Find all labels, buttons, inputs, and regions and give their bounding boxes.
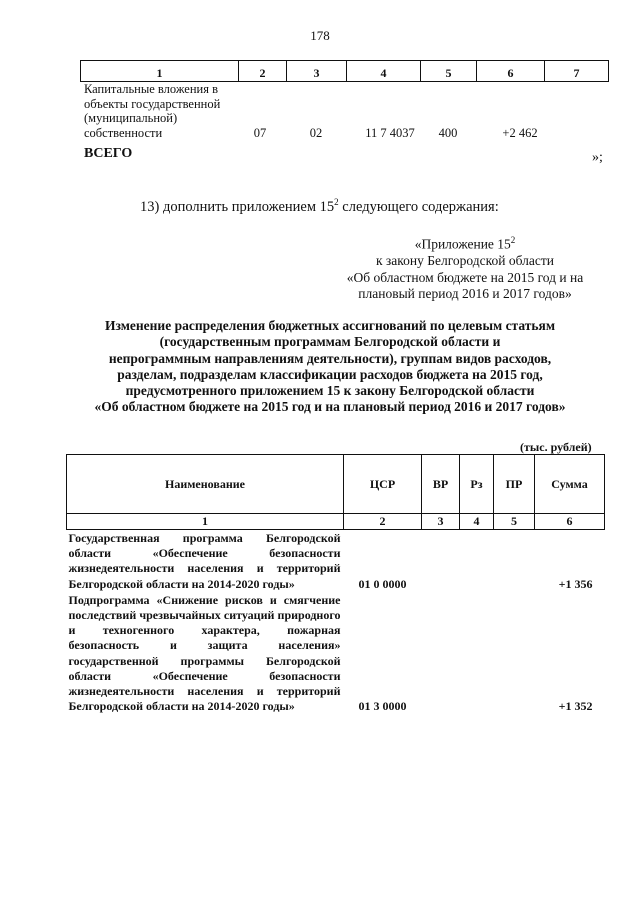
header-name: Наименование [67,455,344,514]
annex-line-4: плановый период 2016 и 2017 годов» [358,286,572,301]
row-vr [422,592,460,715]
heading-line: непрограммным направлениям деятельности), группам видов расходов, [108,350,552,366]
col-5-header: 5 [421,61,477,82]
row-value-c4: 11 7 4037 [365,126,415,140]
header-vr: ВР [422,455,460,514]
row-value-c2: 07 [253,126,267,140]
heading-line: (государственным программам Белгородской области и [159,334,501,350]
table-row [67,530,605,592]
col-number: 5 [494,514,535,530]
heading-line: Изменение распределения бюджетных ассигнований по целевым статьям [104,318,556,333]
heading-line: разделам, подразделам классификации расходов бюджета на 2015 год, [117,366,543,382]
item-13-text: 13) дополнить приложением 15 [140,198,335,215]
row-value-c5: 400 [438,126,458,140]
budget-table [66,454,605,714]
row-csr: 01 0 0000 [358,576,407,591]
table-row [67,592,605,715]
col-number: 1 [67,514,344,530]
annex-reference [330,232,600,303]
amendment-item-13 [140,197,499,216]
units-label: (тыс. рублей) [520,440,592,454]
page-number: 178 [310,28,330,43]
col-number: 3 [422,514,460,530]
annex-line-3: «Об областном бюджете на 2015 год и на [346,269,584,285]
row-vr [422,530,460,592]
row-value-c3: 02 [309,126,323,140]
total-label: ВСЕГО [84,146,133,161]
col-6-header: 6 [477,61,545,82]
row-csr: 01 3 0000 [358,699,407,714]
continuation-table-header [81,61,609,82]
item-13-suffix: следующего содержания: [338,198,499,215]
budget-table-header [67,455,605,514]
column-numbers-row [67,514,605,530]
row-sum: +1 356 [558,576,593,591]
header-rz: Рз [460,455,494,514]
row-pr [494,530,535,592]
annex-line-2: к закону Белгородской области [376,253,554,268]
row-rz [460,530,494,592]
col-1-header: 1 [81,61,239,82]
header-csr: ЦСР [344,455,422,514]
row-name: Подпрограмма «Снижение рисков и смягчение последствий чрезвычайных ситуаций природного и техногенного характера, пожарная безопасность и защита населения» государственной программы Белгородской области «Обеспечение безопасности жизнедеятельности населения и территорий Белгородской области на 2014-2020 годы» [68,592,341,714]
annex-line-1: «Приложение $15^2$ [414,235,516,252]
row-sum: +1 352 [558,699,593,714]
col-number: 4 [460,514,494,530]
header-pr: ПР [494,455,535,514]
closing-quote: »; [592,150,603,165]
row-name-capital-investments: Капитальные вложения в объекты государственной (муниципальной) собственности [84,82,221,140]
continuation-table [80,60,609,82]
col-3-header: 3 [287,61,347,82]
col-2-header: 2 [239,61,287,82]
row-name: Государственная программа Белгородской области «Обеспечение безопасности жизнедеятельности населения и территорий Белгородской области на 2014-2020 годы» [68,531,341,591]
heading-line: «Об областном бюджете на 2015 год и на плановый период 2016 и 2017 годов» [94,399,566,415]
col-number: 6 [535,514,605,530]
heading-line: предусмотренного приложением 15 к закону Белгородской области [125,383,535,399]
col-number: 2 [344,514,422,530]
row-rz [460,592,494,715]
document-heading [50,318,610,416]
header-sum: Сумма [535,455,605,514]
row-pr [494,592,535,715]
item-13-sup: 2 [334,197,339,207]
row-value-c6: +2 462 [502,126,538,140]
col-7-header: 7 [545,61,609,82]
col-4-header: 4 [347,61,421,82]
